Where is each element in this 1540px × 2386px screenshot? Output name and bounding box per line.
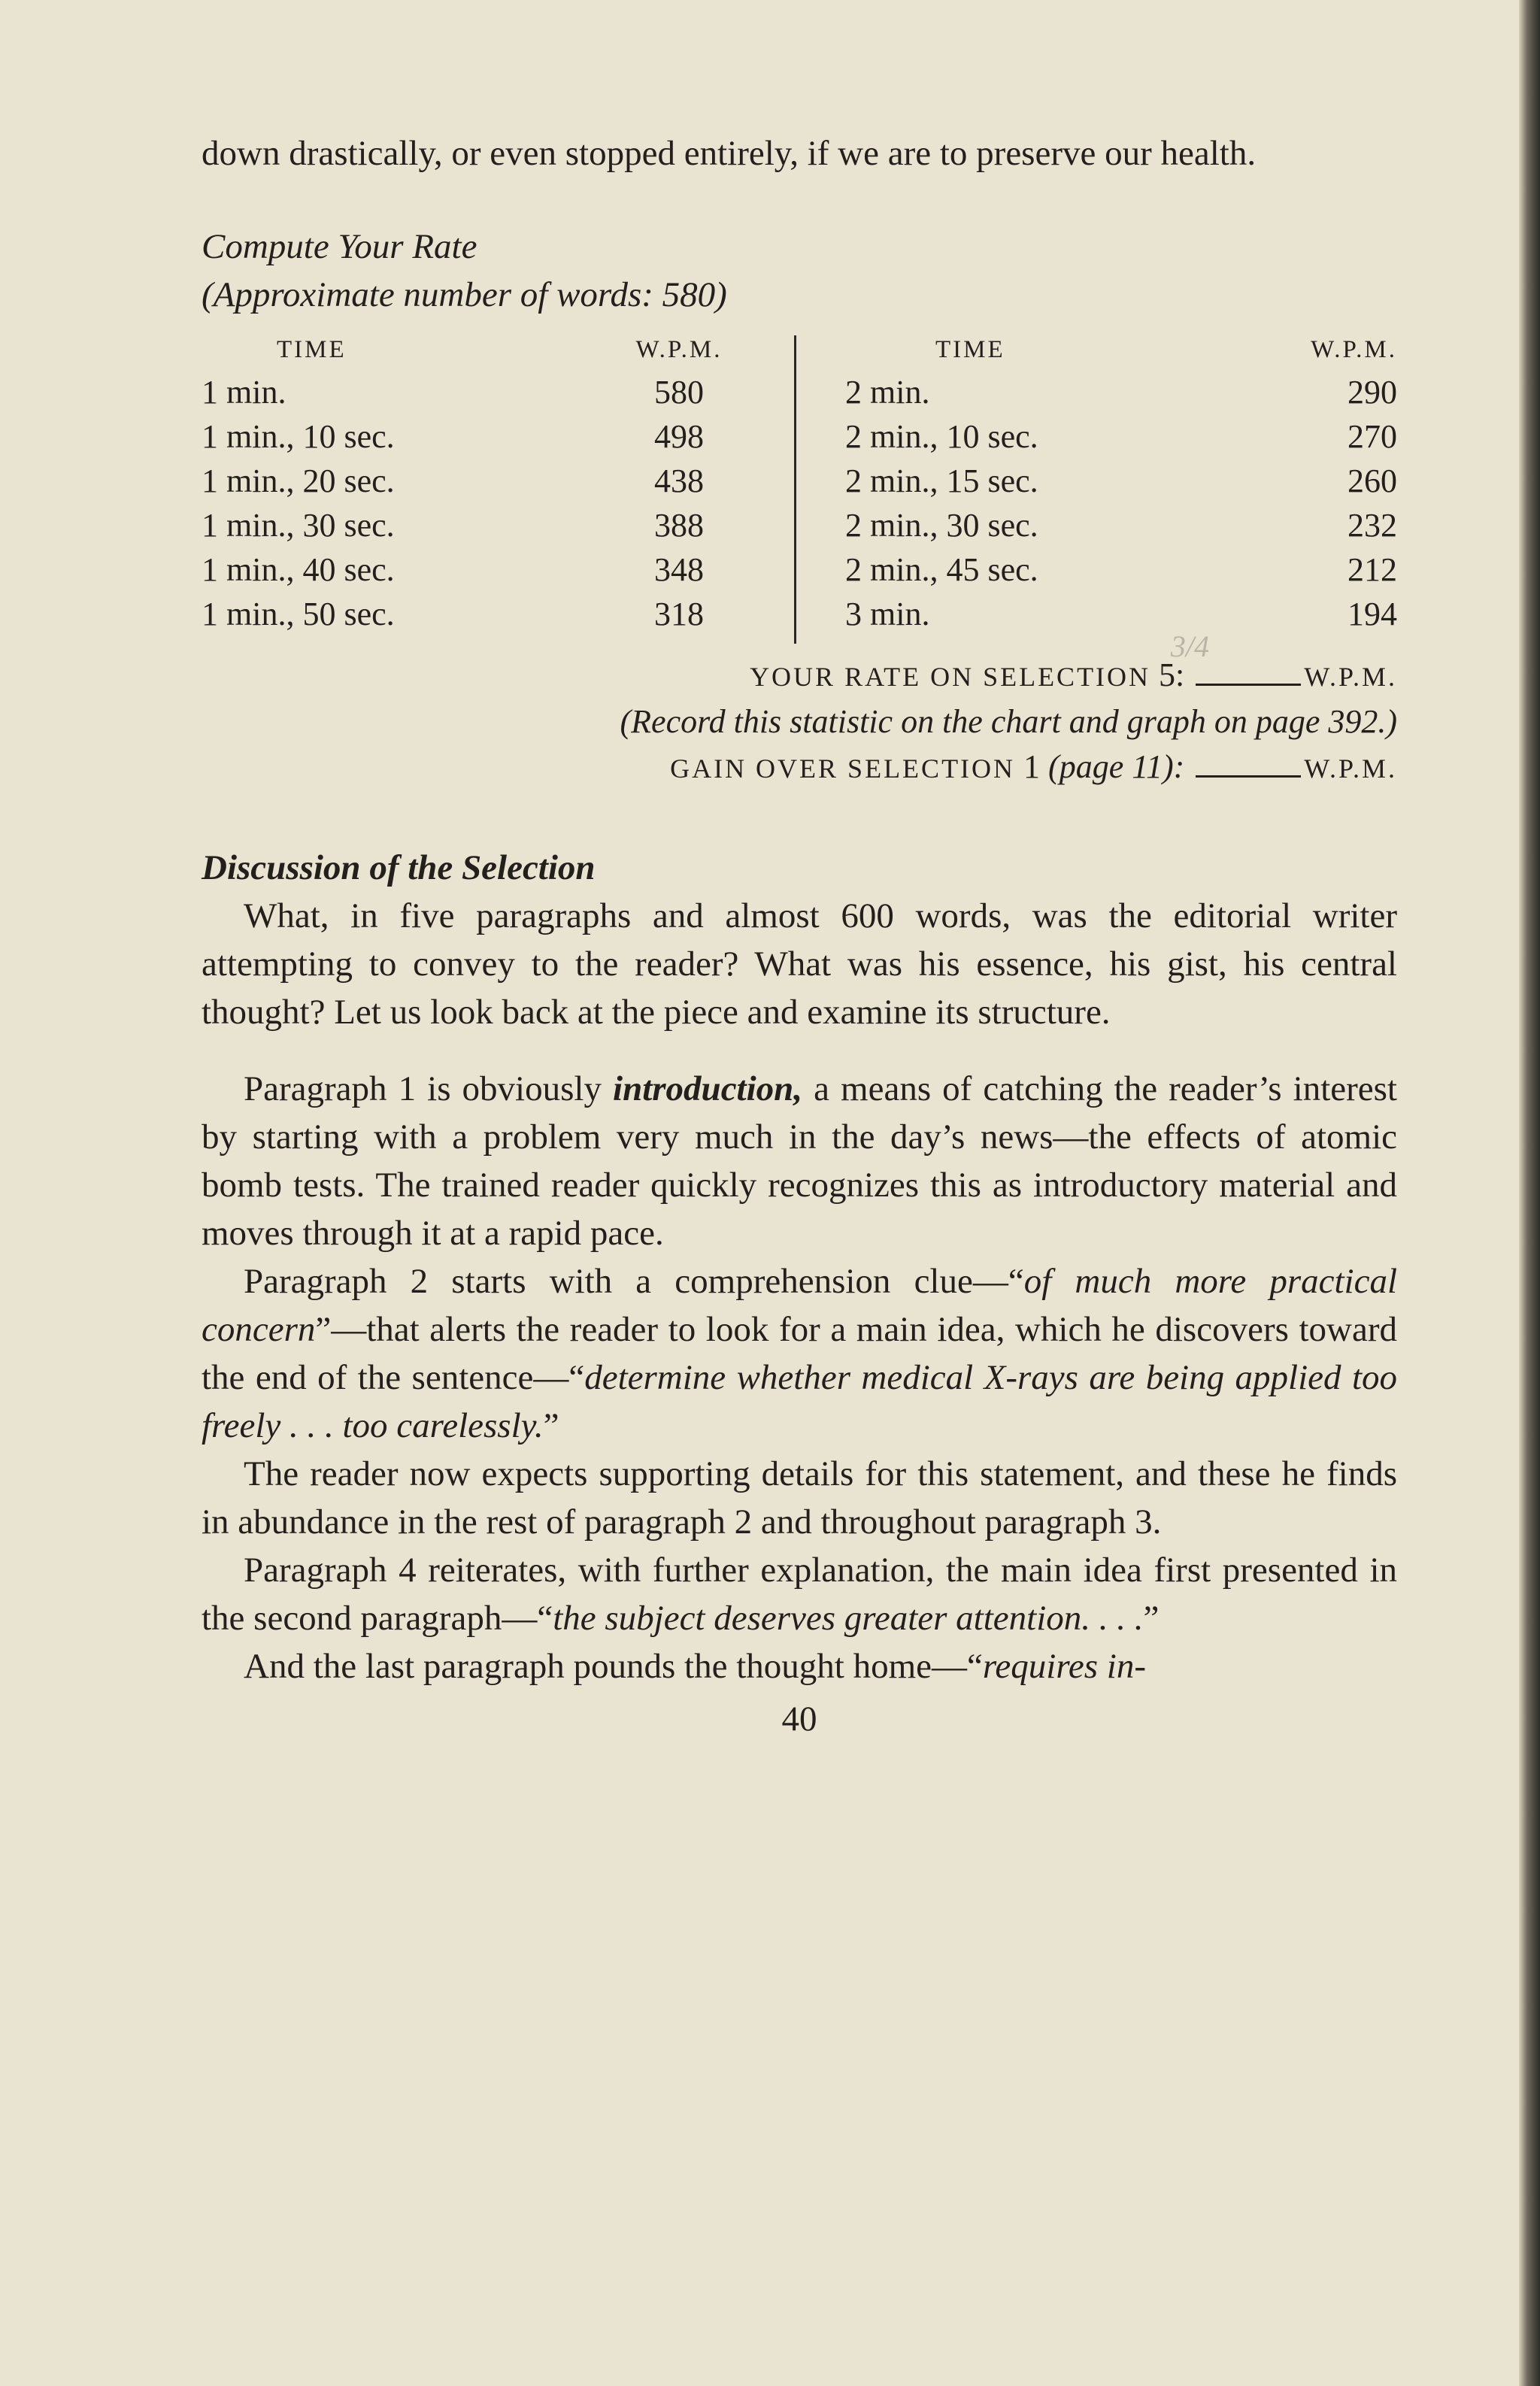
table-header-left [202,329,743,370]
text-run: Paragraph 1 is obviously [244,1069,614,1108]
gain-line [202,744,1397,791]
emphasis-run: requires in- [982,1647,1146,1686]
table-row [202,503,743,547]
table-row [202,547,743,592]
row-time: 2 min., 15 sec. [845,462,1038,499]
row-wpm: 290 [1348,374,1397,411]
your-rate-line [202,653,1397,699]
table-row [845,547,1397,592]
rate-table-right-column [845,329,1397,636]
rate-summary [202,629,1397,791]
page-number: 40 [781,1699,817,1739]
discussion-paragraph-5 [202,1546,1397,1642]
row-wpm: 270 [1348,418,1397,455]
table-row [845,370,1397,414]
gain-label: GAIN OVER SELECTION [670,753,1016,784]
row-wpm: 194 [1348,596,1397,632]
gain-number: 1 [1023,748,1041,785]
compute-heading: Compute Your Rate [202,227,477,266]
row-wpm: 580 [654,374,704,411]
row-time: 2 min., 30 sec. [845,507,1038,544]
text-run: And the last paragraph pounds the thought home—“ [244,1647,983,1686]
handwritten-note: 3/4 [1170,629,1209,663]
emphasis-run: introduction, [613,1069,803,1108]
row-wpm: 438 [654,462,704,499]
emphasis-run: determine whether medical X-rays are being applied too freely . . . too carelessly. [202,1358,1397,1445]
table-header-right [845,329,1397,370]
page-edge-shadow [1519,0,1540,2386]
row-time: 1 min., 50 sec. [202,596,395,632]
table-row [845,414,1397,459]
header-time: TIME [935,336,1005,363]
row-time: 2 min., 45 sec. [845,551,1038,588]
record-note: (Record this statistic on the chart and graph on page 392.) [620,703,1397,740]
table-row [202,459,743,503]
discussion-paragraph-3 [202,1257,1397,1450]
row-time: 1 min., 20 sec. [202,462,395,499]
discussion-paragraph-1: What, in five paragraphs and almost 600 words, was the editorial writer attempting to convey to the reader? What was his essence, his gist, his central thought? Let us look back at the piece and examine its structure. [202,896,1397,1032]
emphasis-run: of much more practical concern [202,1262,1398,1349]
row-wpm: 348 [654,551,704,588]
discussion-heading: Discussion of the Selection [202,848,596,887]
wpm-label: W.P.M. [1304,753,1397,784]
row-time: 1 min., 40 sec. [202,551,395,588]
discussion-paragraph-2 [202,1065,1397,1257]
header-wpm: W.P.M. [1311,336,1397,363]
gain-blank[interactable] [1196,747,1301,778]
text-run: Paragraph 4 reiterates, with further explanation, the main idea first presented in the second paragraph—“ [202,1551,1397,1638]
header-wpm: W.P.M. [635,336,723,363]
text-run: ” [1143,1599,1160,1638]
table-row [202,370,743,414]
page-content [202,129,1397,1743]
table-row [845,503,1397,547]
intro-text: down drastically, or even stopped entirely, if we are to preserve our health. [202,134,1257,173]
text-run: a means of catching the reader’s interest by starting with a problem very much in the day’s news—the effects of atomic bomb tests. The trained reader quickly recognizes this as introductory material and moves through it at a rapid pace. [202,1069,1397,1253]
your-rate-blank[interactable] [1196,655,1301,686]
text-run: ”—that alerts the reader to look for a main idea, which he discovers toward the end of the sentence—“ [202,1310,1397,1397]
header-time: TIME [277,336,347,363]
row-wpm: 318 [654,596,704,632]
rate-table [202,329,1397,645]
table-row [845,592,1397,636]
text-run: Paragraph 2 starts with a comprehension clue—“ [244,1262,1024,1301]
row-time: 1 min., 30 sec. [202,507,395,544]
row-wpm: 498 [654,418,704,455]
row-time: 1 min., 10 sec. [202,418,395,455]
rate-table-left-column [202,329,743,636]
row-time: 2 min. [845,374,930,411]
row-time: 1 min. [202,374,286,411]
row-wpm: 260 [1348,462,1397,499]
discussion-paragraph-6 [202,1642,1397,1690]
your-rate-label: YOUR RATE ON SELECTION [750,662,1151,692]
wpm-label: W.P.M. [1304,662,1397,692]
your-rate-number: 5: [1159,656,1185,693]
row-wpm: 388 [654,507,704,544]
row-time: 2 min., 10 sec. [845,418,1038,455]
discussion-paragraph-4: The reader now expects supporting details for this statement, and these he finds in abundance in the rest of paragraph 2 and throughout paragraph 3. [202,1454,1397,1542]
table-divider [794,335,796,644]
table-row [202,414,743,459]
table-row [845,459,1397,503]
row-time: 3 min. [845,596,930,632]
compute-subheading: (Approximate number of words: 580) [202,275,727,314]
table-row [202,592,743,636]
gain-page: (page 11): [1048,748,1185,785]
row-wpm: 212 [1348,551,1397,588]
emphasis-run: the subject deserves greater attention. . . . [553,1599,1144,1638]
text-run: ” [543,1406,559,1445]
row-wpm: 232 [1348,507,1397,544]
